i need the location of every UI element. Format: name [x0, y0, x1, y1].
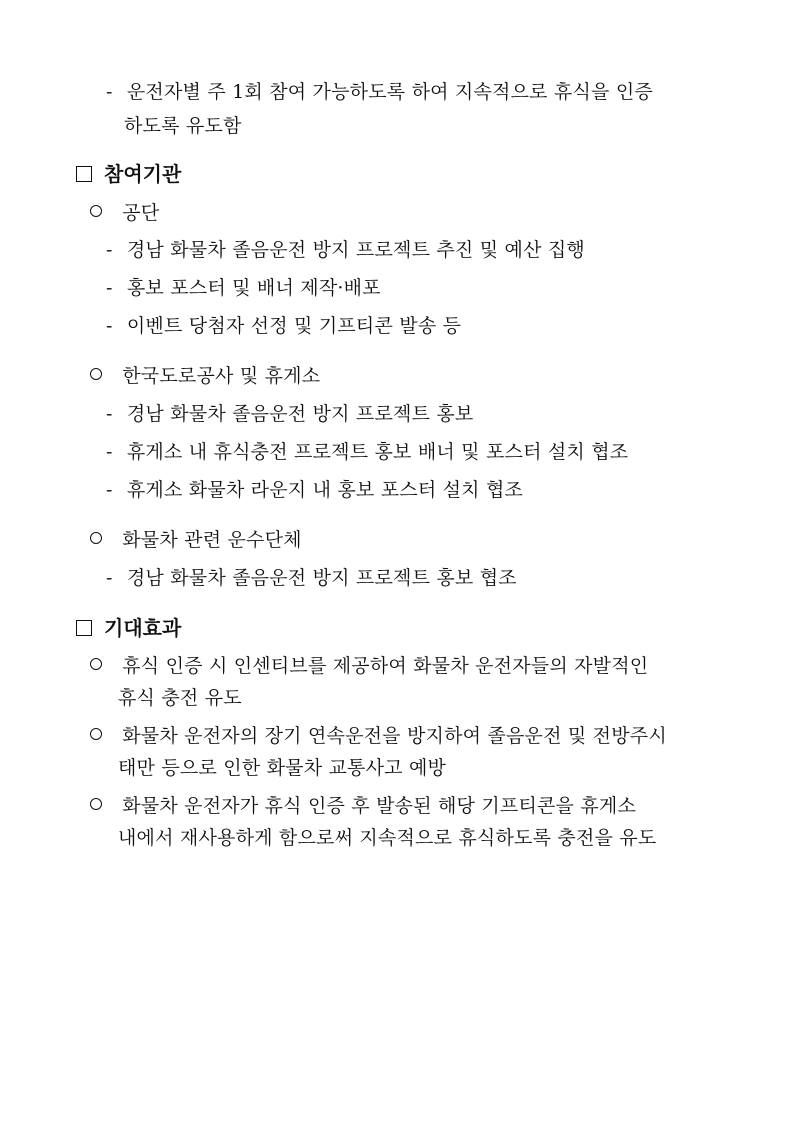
circle-bullet-icon [90, 798, 102, 810]
intro-bullet-line [106, 80, 653, 104]
circle-bullet-icon [90, 368, 102, 380]
intro-text-line2: 하도록 유도함 [124, 115, 242, 137]
section-heading-text: 참여기관 [104, 162, 182, 186]
effect-item [90, 724, 667, 748]
section-heading-effects [76, 616, 181, 640]
dash-bullet: - [106, 239, 113, 261]
checkbox-square-icon [76, 620, 92, 636]
effect-text-line2: 태만 등으로 인한 화물차 교통사고 예방 [118, 757, 447, 779]
effect-text-line2: 휴식 충전 유도 [118, 687, 242, 709]
list-item-text: 휴게소 내 휴식충전 프로젝트 홍보 배너 및 포스터 설치 협조 [126, 441, 629, 463]
list-item [106, 238, 585, 262]
effect-text-line1: 화물차 운전자가 휴식 인증 후 발송된 해당 기프티콘을 휴게소 [122, 795, 637, 817]
dash-bullet: - [106, 315, 113, 337]
group-title: 한국도로공사 및 휴게소 [122, 365, 321, 387]
circle-bullet-icon [90, 205, 102, 217]
circle-bullet-icon [90, 728, 102, 740]
group-title-row [90, 364, 320, 388]
effect-item [90, 794, 636, 818]
effect-item [90, 654, 648, 678]
list-item [106, 440, 628, 464]
section-heading-participants [76, 162, 181, 186]
group-title: 화물차 관련 운수단체 [122, 529, 302, 551]
checkbox-square-icon [76, 166, 92, 182]
list-item-text: 경남 화물차 졸음운전 방지 프로젝트 홍보 [126, 403, 474, 425]
list-item-text: 경남 화물차 졸음운전 방지 프로젝트 홍보 협조 [126, 567, 517, 589]
dash-bullet: - [106, 403, 113, 425]
dash-bullet: - [106, 277, 113, 299]
list-item [106, 566, 517, 590]
group-title-row [90, 528, 302, 552]
list-item-text: 경남 화물차 졸음운전 방지 프로젝트 추진 및 예산 집행 [126, 239, 585, 261]
list-item-text: 휴게소 화물차 라운지 내 홍보 포스터 설치 협조 [126, 479, 524, 501]
list-item-text: 홍보 포스터 및 배너 제작·배포 [126, 277, 381, 299]
effect-text-line1: 휴식 인증 시 인센티브를 제공하여 화물차 운전자들의 자발적인 [122, 655, 649, 677]
effect-text-line2: 내에서 재사용하게 함으로써 지속적으로 휴식하도록 충전을 유도 [118, 827, 657, 849]
dash-bullet: - [106, 567, 113, 589]
intro-text-line1: 운전자별 주 1회 참여 가능하도록 하여 지속적으로 휴식을 인증 [126, 81, 653, 103]
section-heading-text: 기대효과 [104, 616, 182, 640]
list-item [106, 402, 474, 426]
list-item-text: 이벤트 당첨자 선정 및 기프티콘 발송 등 [126, 315, 462, 337]
dash-bullet: - [106, 81, 113, 103]
group-title-row [90, 201, 159, 225]
list-item [106, 314, 461, 338]
list-item [106, 276, 381, 300]
list-item [106, 478, 523, 502]
group-title: 공단 [122, 202, 160, 224]
effect-text-line1: 화물차 운전자의 장기 연속운전을 방지하여 졸음운전 및 전방주시 [122, 725, 667, 747]
dash-bullet: - [106, 441, 113, 463]
circle-bullet-icon [90, 532, 102, 544]
dash-bullet: - [106, 479, 113, 501]
circle-bullet-icon [90, 658, 102, 670]
